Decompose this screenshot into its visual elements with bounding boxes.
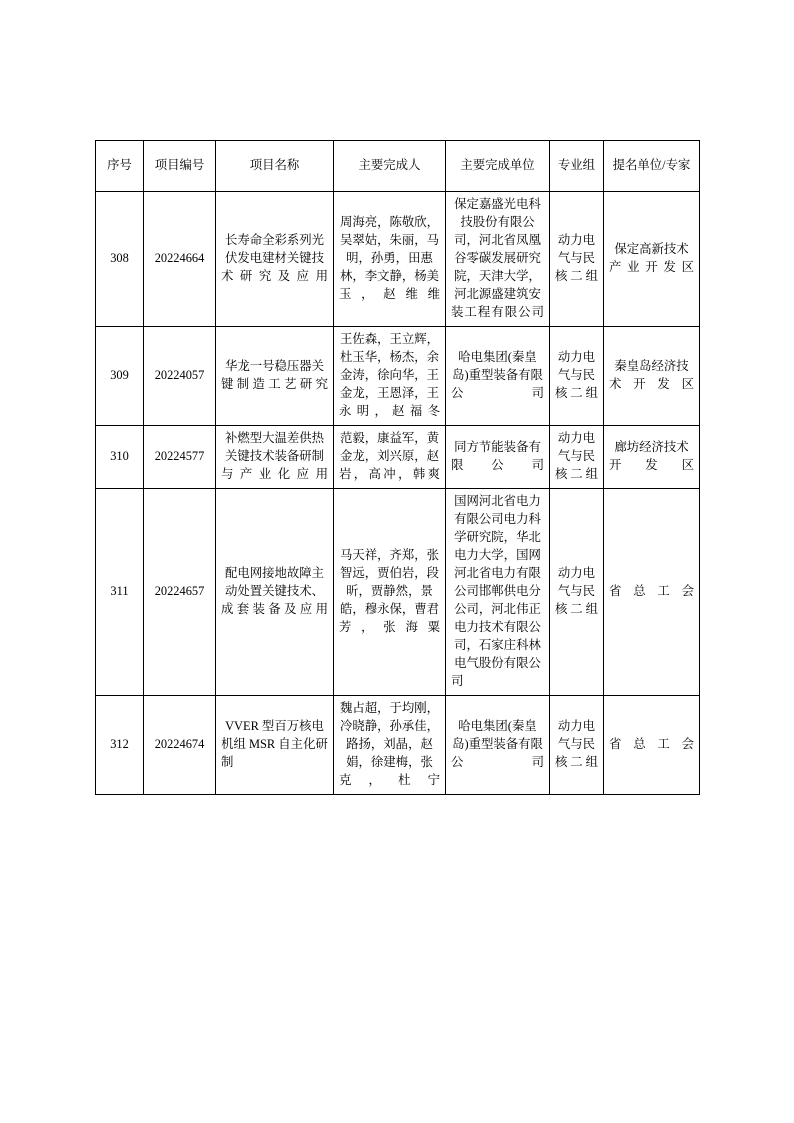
column-header-name: 项目名称 bbox=[216, 141, 334, 192]
cell-code: 20224577 bbox=[144, 425, 216, 488]
cell-units: 哈电集团(秦皇岛)重型装备有限公司 bbox=[446, 695, 550, 794]
table-row bbox=[96, 488, 700, 695]
cell-name: 长寿命全彩系列光伏发电建材关键技术研究及应用 bbox=[216, 192, 334, 327]
column-header-code: 项目编号 bbox=[144, 141, 216, 192]
cell-people: 魏占超，于均刚，冷晓静，孙承佳，路扬，刘晶，赵娟，徐建梅，张克，杜宁 bbox=[334, 695, 446, 794]
cell-code: 20224057 bbox=[144, 326, 216, 425]
table-header bbox=[96, 141, 700, 192]
cell-name: 华龙一号稳压器关键制造工艺研究 bbox=[216, 326, 334, 425]
table-row bbox=[96, 192, 700, 327]
column-header-people: 主要完成人 bbox=[334, 141, 446, 192]
cell-units: 国网河北省电力有限公司电力科学研究院，华北电力大学，国网河北省电力有限公司邯郸供电分公司，河北伟正电力技术有限公司，石家庄科林电气股份有限公司 bbox=[446, 488, 550, 695]
cell-units: 同方节能装备有限公司 bbox=[446, 425, 550, 488]
cell-code: 20224657 bbox=[144, 488, 216, 695]
table-header-row bbox=[96, 141, 700, 192]
cell-group: 动力电气与民核二组 bbox=[550, 192, 604, 327]
cell-group: 动力电气与民核二组 bbox=[550, 695, 604, 794]
table-row bbox=[96, 425, 700, 488]
table-row bbox=[96, 695, 700, 794]
column-header-group: 专业组 bbox=[550, 141, 604, 192]
cell-code: 20224674 bbox=[144, 695, 216, 794]
cell-code: 20224664 bbox=[144, 192, 216, 327]
cell-group: 动力电气与民核二组 bbox=[550, 488, 604, 695]
cell-name: 补燃型大温差供热关键技术装备研制与产业化应用 bbox=[216, 425, 334, 488]
cell-nominator: 廊坊经济技术开发区 bbox=[604, 425, 700, 488]
cell-name: 配电网接地故障主动处置关键技术、成套装备及应用 bbox=[216, 488, 334, 695]
award-projects-table bbox=[95, 140, 700, 795]
cell-people: 范毅，康益军，黄金龙，刘兴原，赵岩，高冲，韩爽 bbox=[334, 425, 446, 488]
cell-seq: 308 bbox=[96, 192, 144, 327]
cell-group: 动力电气与民核二组 bbox=[550, 326, 604, 425]
cell-name: VVER 型百万核电机组 MSR 自主化研制 bbox=[216, 695, 334, 794]
cell-nominator: 保定高新技术产业开发区 bbox=[604, 192, 700, 327]
cell-seq: 310 bbox=[96, 425, 144, 488]
table-row bbox=[96, 326, 700, 425]
cell-units: 哈电集团(秦皇岛)重型装备有限公司 bbox=[446, 326, 550, 425]
column-header-units: 主要完成单位 bbox=[446, 141, 550, 192]
cell-seq: 312 bbox=[96, 695, 144, 794]
cell-people: 王佐森，王立辉，杜玉华，杨杰，余金涛，徐向华，王金龙，王恩泽，王永明，赵福冬 bbox=[334, 326, 446, 425]
cell-seq: 309 bbox=[96, 326, 144, 425]
column-header-nominator: 提名单位/专家 bbox=[604, 141, 700, 192]
cell-seq: 311 bbox=[96, 488, 144, 695]
cell-nominator: 省总工会 bbox=[604, 488, 700, 695]
cell-nominator: 秦皇岛经济技术开发区 bbox=[604, 326, 700, 425]
table-body bbox=[96, 192, 700, 795]
cell-people: 马天祥，齐郑，张智远，贾伯岩，段昕，贾静然，景皓，穆永保，曹君芳，张海粟 bbox=[334, 488, 446, 695]
cell-group: 动力电气与民核二组 bbox=[550, 425, 604, 488]
column-header-seq: 序号 bbox=[96, 141, 144, 192]
cell-nominator: 省总工会 bbox=[604, 695, 700, 794]
cell-people: 周海亮，陈敬欣，吴翠姑，朱丽，马明，孙勇，田惠林，李文静，杨美玉，赵维维 bbox=[334, 192, 446, 327]
cell-units: 保定嘉盛光电科技股份有限公司，河北省凤凰谷零碳发展研究院，天津大学，河北源盛建筑安装工程有限公司 bbox=[446, 192, 550, 327]
